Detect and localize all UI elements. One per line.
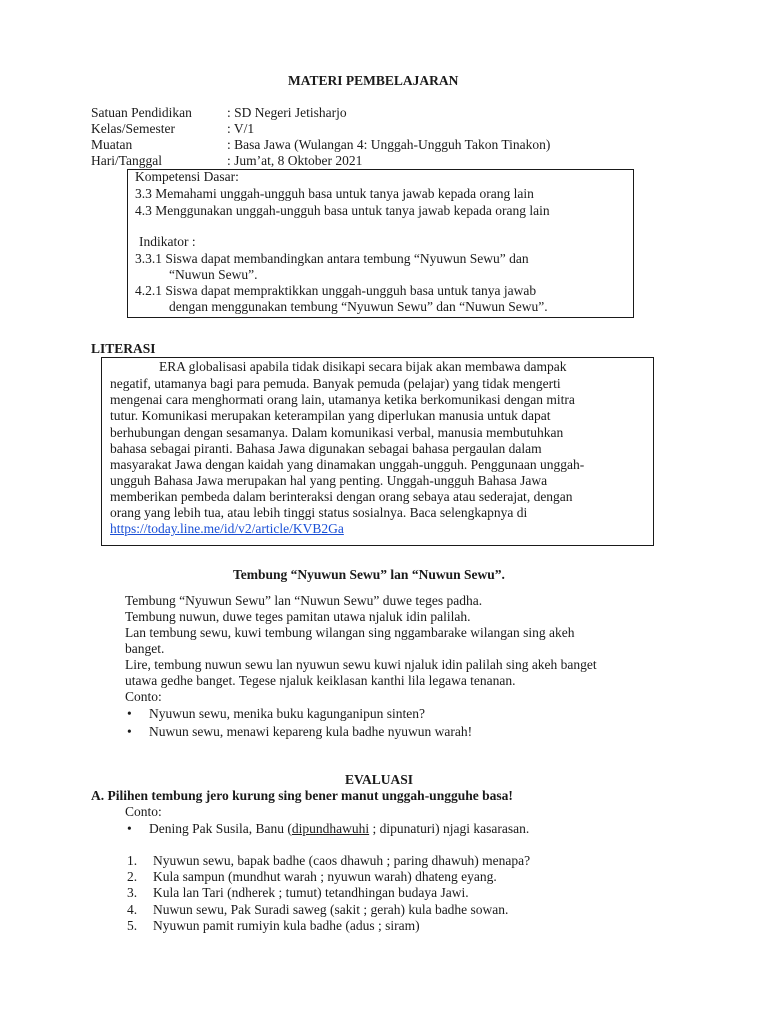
question-text: Nyuwun sewu, bapak badhe (caos dhawuh ; paring dhawuh) menapa? [153,853,531,868]
indikator-heading: Indikator : [139,234,196,249]
indikator-item: 4.2.1 Siswa dapat mempraktikkan unggah-ungguh basa untuk tanya jawab [135,283,537,298]
example-item: • Nuwun sewu, menawi kepareng kula badhe nyuwun warah! [149,724,472,740]
identity-label: Muatan [91,137,133,152]
identity-label: Satuan Pendidikan [91,105,192,120]
tembung-line: Tembung nuwun, duwe teges pamitan utawa njaluk idin palilah. [125,609,471,624]
question-text: Nuwun sewu, Pak Suradi saweg (sakit ; gerah) kula badhe sowan. [153,902,509,917]
identity-value: : V/1 [227,121,255,136]
tembung-line: Tembung “Nyuwun Sewu” lan “Nuwun Sewu” duwe teges padha. [125,593,483,608]
indikator-item-cont: dengan menggunakan tembung “Nyuwun Sewu” dan “Nuwun Sewu”. [169,299,548,314]
conto-answer: dipundhawuhi [291,821,370,836]
evaluasi-conto-example [149,821,529,837]
literasi-line: masyarakat Jawa dengan kaidah yang dinamakan unggah-ungguh. Penggunaan unggah- [110,457,585,472]
question-text: Nyuwun pamit rumiyin kula badhe (adus ; siram) [153,918,420,933]
literasi-line: orang yang lebih tua, atau lebih tinggi status sosialnya. Baca selengkapnya di [110,505,528,520]
question-number: 2. [127,869,138,884]
literasi-heading: LITERASI [91,341,156,356]
tembung-line: utawa gedhe banget. Tegese njaluk keiklasan kanthi lila legawa tenanan. [125,673,516,688]
tembung-conto-label: Conto: [125,689,162,704]
question-number: 3. [127,885,138,900]
indikator-item: 3.3.1 Siswa dapat membandingkan antara tembung “Nyuwun Sewu” dan [135,251,529,266]
literasi-line: memberikan pembeda dalam berinteraksi dengan orang sebaya atau sederajat, dengan [110,489,573,504]
kd-item: 4.3 Menggunakan unggah-ungguh basa untuk tanya jawab kepada orang lain [135,203,550,218]
identity-label: Hari/Tanggal [91,153,163,168]
conto-prefix: Dening Pak Susila, Banu ( [149,821,292,836]
example-item: • Nyuwun sewu, menika buku kagunganipun sinten? [149,706,425,722]
tembung-line: banget. [125,641,165,656]
identity-value: : Basa Jawa (Wulangan 4: Unggah-Ungguh Takon Tinakon) [227,137,551,152]
literasi-line: tutur. Komunikasi merupakan keterampilan yang diperlukan manusia untuk dapat [110,408,551,423]
tembung-line: Lire, tembung nuwun sewu lan nyuwun sewu kuwi njaluk idin palilah sing akeh banget [125,657,597,672]
identity-value: : Jum’at, 8 Oktober 2021 [227,153,363,168]
kd-item: 3.3 Memahami unggah-ungguh basa untuk tanya jawab kepada orang lain [135,186,534,201]
literasi-line: mengenai cara menghormati orang lain, utamanya ketika berkomunikasi dengan mitra [110,392,575,407]
section-a-instruction: A. Pilihen tembung jero kurung sing bener manut unggah-ungguhe basa! [91,788,513,803]
article-link[interactable]: https://today.line.me/id/v2/article/KVB2Ga [110,521,344,536]
identity-value: : SD Negeri Jetisharjo [227,105,347,120]
literasi-line: negatif, utamanya bagi para pemuda. Banyak pemuda (pelajar) yang tidak mengerti [110,376,561,391]
question-text: Kula lan Tari (ndherek ; tumut) tetandhingan budaya Jawi. [153,885,469,900]
evaluasi-heading: EVALUASI [345,772,414,787]
tembung-heading: Tembung “Nyuwun Sewu” lan “Nuwun Sewu”. [233,567,505,582]
question-text: Kula sampun (mundhut warah ; nyuwun warah) dhateng eyang. [153,869,497,884]
question-number: 5. [127,918,138,933]
question-number: 1. [127,853,138,868]
literasi-line: berhubungan dengan sesamanya. Dalam komunikasi verbal, manusia membutuhkan [110,425,564,440]
document-title: MATERI PEMBELAJARAN [288,73,459,88]
tembung-line: Lan tembung sewu, kuwi tembung wilangan sing nggambarake wilangan sing akeh [125,625,575,640]
kompetensi-heading: Kompetensi Dasar: [135,169,239,184]
conto-suffix: ; dipunaturi) njagi kasarasan. [369,821,530,836]
indikator-item-cont: “Nuwun Sewu”. [169,267,258,282]
question-number: 4. [127,902,138,917]
identity-label: Kelas/Semester [91,121,175,136]
literasi-line: ungguh Bahasa Jawa merupakan hal yang penting. Unggah-ungguh Bahasa Jawa [110,473,548,488]
evaluasi-conto-label: Conto: [125,804,162,819]
literasi-line: bahasa sebagai piranti. Bahasa Jawa digunakan sebagai bahasa pergaulan dalam [110,441,542,456]
literasi-line: ERA globalisasi apabila tidak disikapi secara bijak akan membawa dampak [159,359,567,374]
